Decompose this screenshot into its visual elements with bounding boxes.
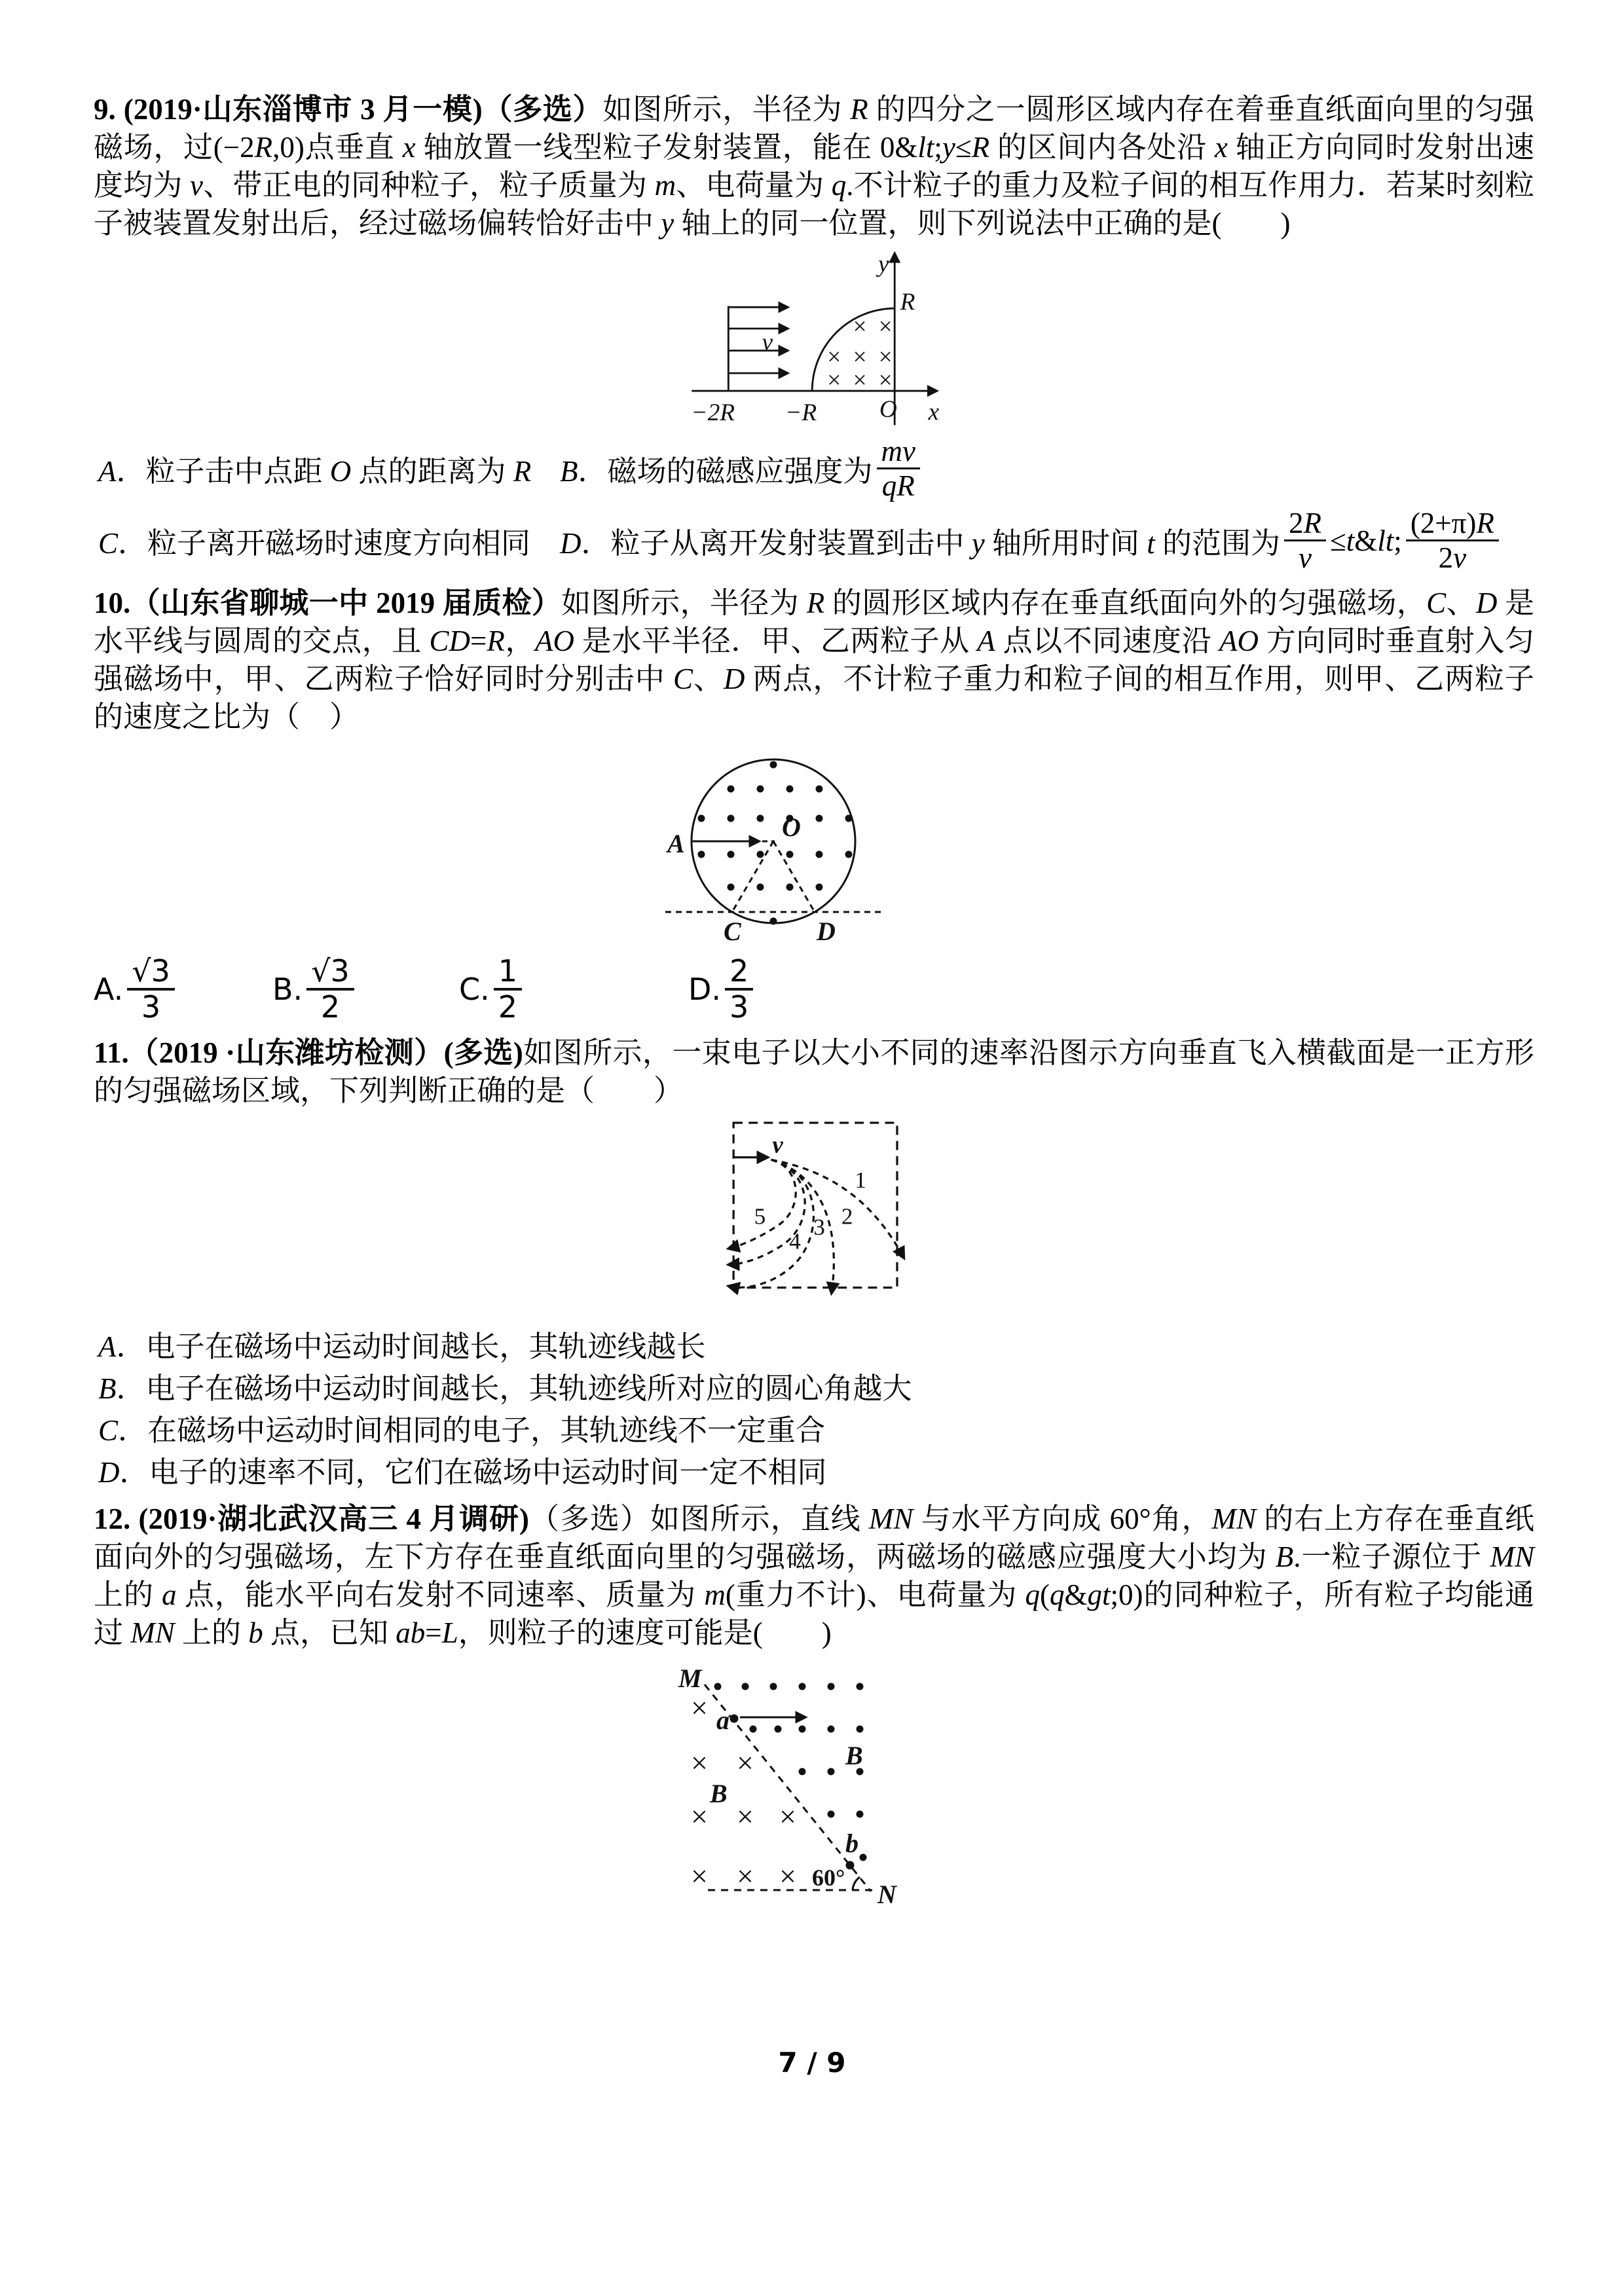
question-12-heading: 12. (2019·湖北武汉高三 4 月调研) (94, 1502, 530, 1535)
question-10 (94, 584, 1534, 1025)
fraction-1-2: $\frac{1}{2}$ (494, 955, 522, 1025)
option-11a: A．电子在磁场中运动时间越长，其轨迹线越长 (98, 1330, 706, 1363)
trajectory-3-label: 3 (813, 1214, 825, 1240)
option-10a (94, 955, 272, 1025)
option-10d-letter: D. (688, 972, 722, 1008)
fraction-mv-qr: $\frac{mv}{qR}$ (877, 435, 920, 503)
trajectory-4-label: 4 (788, 1228, 801, 1254)
cross-icon: × (691, 1745, 708, 1779)
option-10c (459, 955, 688, 1025)
fraction-sqrt3-3: $\frac{√3}{3}$ (127, 955, 175, 1025)
option-10a-letter: A. (94, 972, 124, 1008)
cross-icon: × (853, 367, 867, 394)
point-a-dot (730, 1714, 739, 1722)
fraction-2r-v: $\frac{2R}{v}$ (1284, 507, 1326, 575)
cross-icon: × (691, 1799, 708, 1833)
q11-figure (695, 1115, 921, 1318)
dashed-radius-od (773, 841, 815, 912)
question-11-figure-wrap (87, 1115, 1528, 1318)
field-b-left-label: B (710, 1778, 728, 1808)
cross-icon: × (878, 313, 893, 340)
option-10c-letter: C. (459, 972, 490, 1008)
q11-figure-labels (754, 1131, 866, 1254)
option-11d: D．电子的速率不同，它们在磁场中运动时间一定不相同 (98, 1455, 827, 1489)
question-9-text (94, 90, 1534, 242)
q10-figure (662, 740, 888, 949)
cross-icon: × (691, 1859, 708, 1893)
option-9d-inequality: ≤t&lt; (1330, 524, 1402, 557)
center-o-label: O (781, 812, 801, 842)
q9-figure (673, 245, 955, 428)
cross-icon: × (853, 313, 867, 340)
page-number: 7 / 9 (778, 2047, 846, 2079)
cross-icon: × (737, 1745, 754, 1779)
question-9-heading: 9. (2019·山东淄博市 3 月一模)（多选） (94, 93, 603, 126)
option-9b-text: B．磁场的磁感应强度为 (560, 455, 873, 488)
x-axis-label: x (928, 398, 940, 426)
radius-label: R (900, 288, 915, 316)
q10-shapes (665, 759, 881, 923)
q11-options (98, 1326, 1534, 1493)
trajectory-5-label: 5 (754, 1203, 766, 1230)
option-9d-text: D．粒子从离开发射装置到击中 y 轴所用时间 t 的范围为 (560, 527, 1281, 560)
trajectory-2-label: 2 (841, 1203, 853, 1230)
option-10b (272, 955, 459, 1025)
point-a-label: A (667, 828, 685, 858)
angle-60-label: 60° (812, 1864, 845, 1891)
point-a-label: a (716, 1705, 729, 1735)
fraction-sqrt3-2: $\frac{√3}{2}$ (306, 955, 354, 1025)
question-11-text (94, 1034, 1534, 1110)
question-9-figure-wrap (94, 245, 1534, 428)
y-axis-label: y (878, 251, 889, 278)
option-10d (688, 955, 757, 1025)
question-11 (94, 1034, 1534, 1493)
neg-r-label: −R (785, 399, 817, 426)
cross-icon: × (737, 1859, 754, 1893)
question-11-heading: 11.（2019 ·山东潍坊检测）(多选) (94, 1036, 523, 1069)
field-into-page-crosses (691, 1691, 796, 1893)
v-label: v (762, 329, 773, 356)
field-into-page-crosses (827, 313, 892, 393)
q9-options-row-ab (98, 435, 1534, 503)
option-11b: B．电子在磁场中运动时间越长，其轨迹线所对应的圆心角越大 (98, 1372, 912, 1405)
question-12-body: 如图所示，直线 MN 与水平方向成 60°角，MN 的右上方存在垂直纸面向外的匀强磁场，左下方存在垂直纸面向里的匀强磁场，两磁场的磁感应强度大小均为 B.一粒子源位于 MN 上的 a 点，能水平向右发射不同速率、质量为 m(重力不计)、电荷量为 q(q&gt;0)的同种粒子，所有粒子均能通过 MN 上的 b 点，已知 ab=L，则粒子的速度可能是( ) (94, 1502, 1534, 1649)
option-11c: C．在磁场中运动时间相同的电子，其轨迹线不一定重合 (98, 1413, 826, 1447)
v-label: v (771, 1131, 783, 1158)
cross-icon: × (737, 1799, 754, 1833)
option-9b (560, 435, 924, 503)
question-10-text (94, 584, 1534, 736)
point-b-label: b (845, 1828, 858, 1858)
option-9d (560, 507, 1503, 575)
option-9a: A．粒子击中点距 O 点的距离为 R (98, 455, 532, 488)
dashed-radius-oc (732, 841, 773, 912)
point-m-label: M (678, 1663, 702, 1693)
question-9 (94, 90, 1534, 575)
point-c-label: C (723, 916, 741, 946)
option-10b-letter: B. (272, 972, 303, 1008)
field-b-right-label: B (845, 1740, 863, 1770)
question-9-body: 如图所示，半径为 R 的四分之一圆形区域内存在着垂直纸面向里的匀强磁场，过(−2R,0)点垂直 x 轴放置一线型粒子发射装置，能在 0&lt;y≤R 的区间内各处沿 x 轴正方向同时发射出速度均为 v、带正电的同种粒子，粒子质量为 m、电荷量为 q.不计粒子的重力及粒子间的相互作用力．若某时刻粒子被装置发射出后，经过磁场偏转恰好击中 y 轴上的同一位置，则下列说法中正确的是( ) (94, 93, 1534, 240)
cross-icon: × (878, 343, 893, 371)
point-n-label: N (877, 1879, 896, 1909)
cross-icon: × (691, 1690, 708, 1724)
q9-options-row-cd (98, 507, 1534, 575)
question-12-figure-wrap (71, 1657, 1511, 1909)
q10-options-row (94, 955, 1534, 1025)
question-12-heading2: （多选） (529, 1502, 650, 1535)
trajectory-1-label: 1 (854, 1167, 866, 1193)
question-10-heading: 10.（山东省聊城一中 2019 届质检） (94, 586, 562, 619)
origin-label: O (879, 396, 897, 424)
option-9c: C．粒子离开磁场时速度方向相同 (98, 527, 531, 560)
cross-icon: × (878, 367, 893, 394)
cross-icon: × (853, 343, 867, 371)
question-12 (94, 1500, 1534, 1909)
fraction-2-3: $\frac{2}{3}$ (725, 955, 753, 1025)
cross-icon: × (827, 367, 841, 394)
point-d-label: D (816, 916, 836, 946)
cross-icon: × (827, 343, 841, 371)
neg-2r-label: −2R (691, 399, 735, 426)
question-11-body: 如图所示，一束电子以大小不同的速率沿图示方向垂直飞入横截面是一正方形的匀强磁场区域，下列判断正确的是（ ） (94, 1036, 1534, 1107)
cross-icon: × (779, 1859, 796, 1893)
fraction-2pluspi-r-2v: $\frac{(2+\pi)R}{2v}$ (1406, 507, 1499, 575)
cross-icon: × (779, 1799, 796, 1833)
point-b-dot (846, 1861, 855, 1869)
question-10-body: 如图所示，半径为 R 的圆形区域内存在垂直纸面向外的匀强磁场，C、D 是水平线与圆周的交点，且 CD=R，AO 是水平半径．甲、乙两粒子从 A 点以不同速度沿 AO 方向同时垂直射入匀强磁场中，甲、乙两粒子恰好同时分别击中 C、D 两点，不计粒子重力和粒子间的相互作用，则甲、乙两粒子的速度之比为（ ） (94, 586, 1534, 733)
question-12-text (94, 1500, 1534, 1652)
question-10-figure-wrap (54, 740, 1495, 949)
q12-figure (654, 1657, 929, 1909)
angle-arc (853, 1877, 860, 1890)
